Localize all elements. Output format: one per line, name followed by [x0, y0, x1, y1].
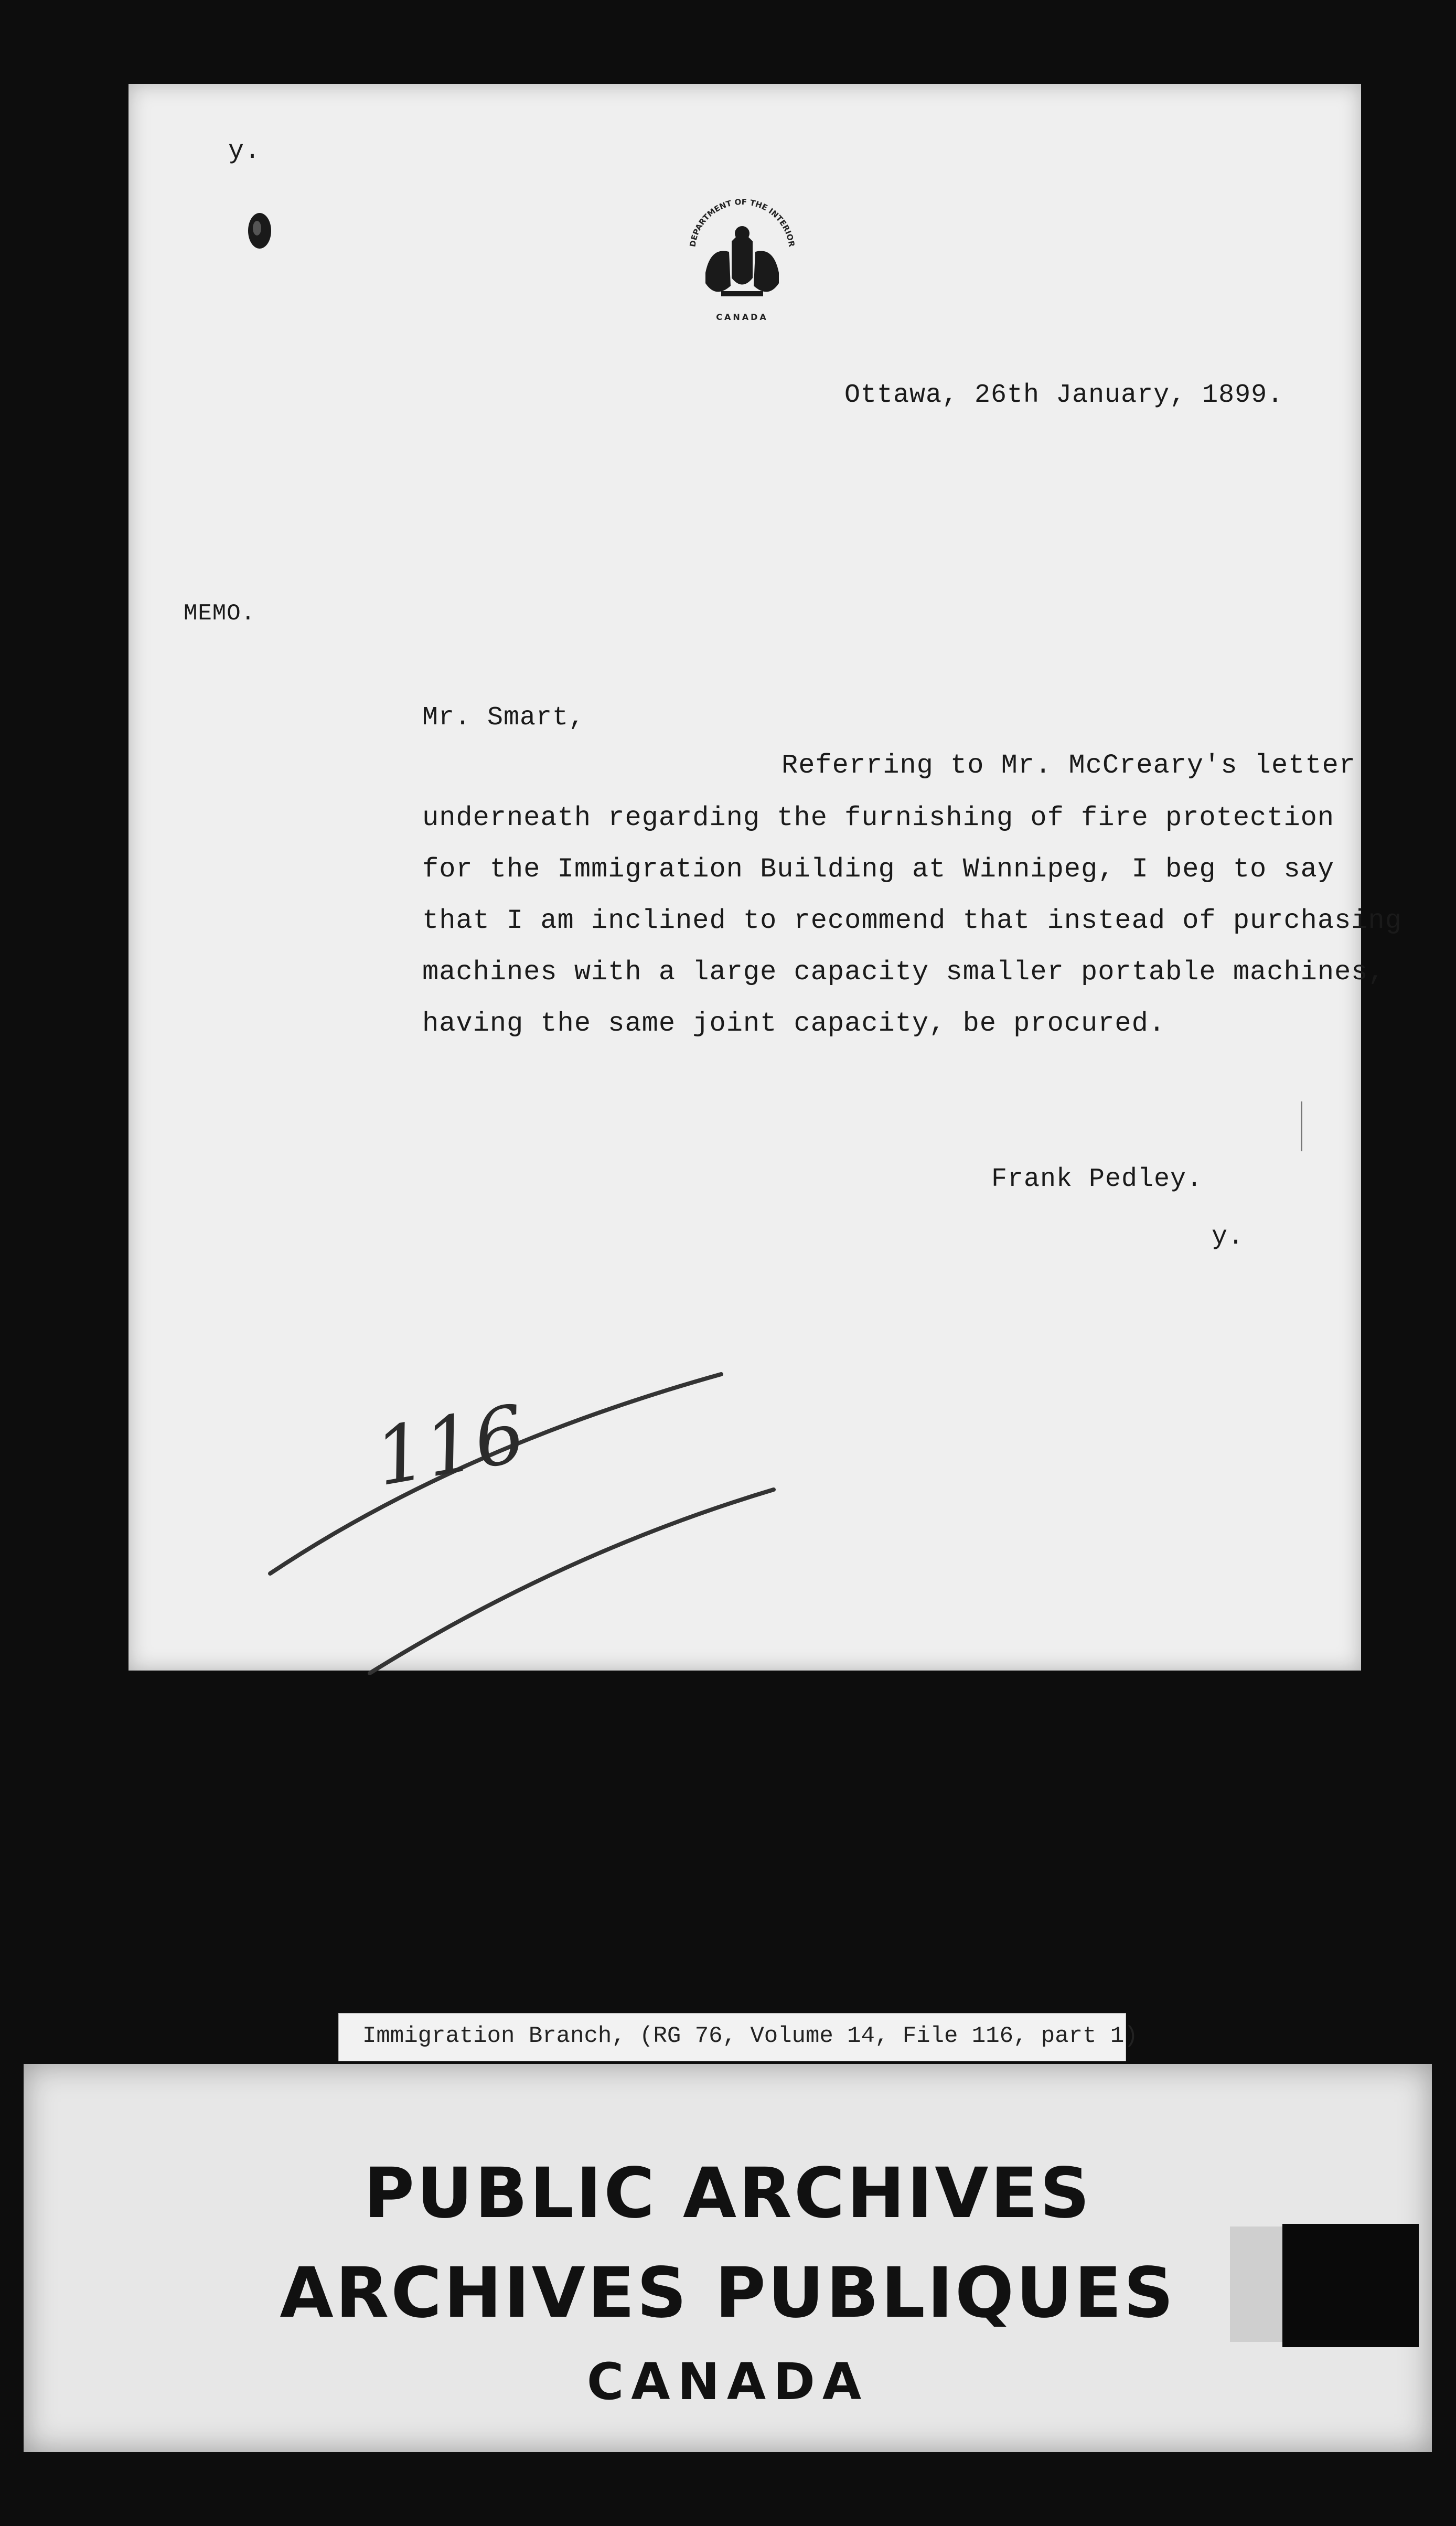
- pencil-file-number: 116: [368, 1388, 532, 1504]
- bottom-initial: y.: [1212, 1222, 1245, 1252]
- margin-mark: [1301, 1101, 1302, 1151]
- reference-text: Immigration Branch, (RG 76, Volume 14, File 116, part 1): [362, 2023, 1138, 2049]
- punch-hole-icon: [241, 207, 278, 254]
- memo-page: [129, 84, 1402, 1671]
- body-line: having the same joint capacity, be procured.: [422, 1008, 1166, 1039]
- svg-text:CANADA: CANADA: [716, 312, 768, 322]
- body-line: underneath regarding the furnishing of fire protection: [422, 802, 1335, 833]
- body-line: for the Immigration Building at Winnipeg, I beg to say: [422, 854, 1335, 885]
- pencil-strokes-icon: [249, 1280, 826, 1699]
- memo-heading: MEMO.: [184, 601, 256, 627]
- reference-label: [338, 2013, 1138, 2061]
- salutation: Mr. Smart,: [422, 703, 585, 733]
- svg-text:DEPARTMENT OF THE INTERIOR: DEPARTMENT OF THE INTERIOR: [688, 197, 797, 248]
- body-line: machines with a large capacity smaller portable machines,: [422, 957, 1385, 988]
- memo-date: Ottawa, 26th January, 1899.: [844, 380, 1284, 410]
- archive-board: [24, 2064, 1432, 2452]
- signature: Frank Pedley.: [991, 1164, 1203, 1194]
- top-initial: y.: [228, 136, 261, 166]
- archive-title-en: PUBLIC ARCHIVES: [363, 2153, 1092, 2234]
- archive-title-fr: ARCHIVES PUBLIQUES: [280, 2253, 1176, 2334]
- body-line: that I am inclined to recommend that instead of purchasing: [422, 905, 1402, 936]
- archive-country: CANADA: [586, 2352, 869, 2411]
- board-card-shadow: [1282, 2224, 1419, 2347]
- body-line: Referring to Mr. McCreary's letter: [781, 750, 1356, 781]
- department-seal-icon: [674, 194, 810, 336]
